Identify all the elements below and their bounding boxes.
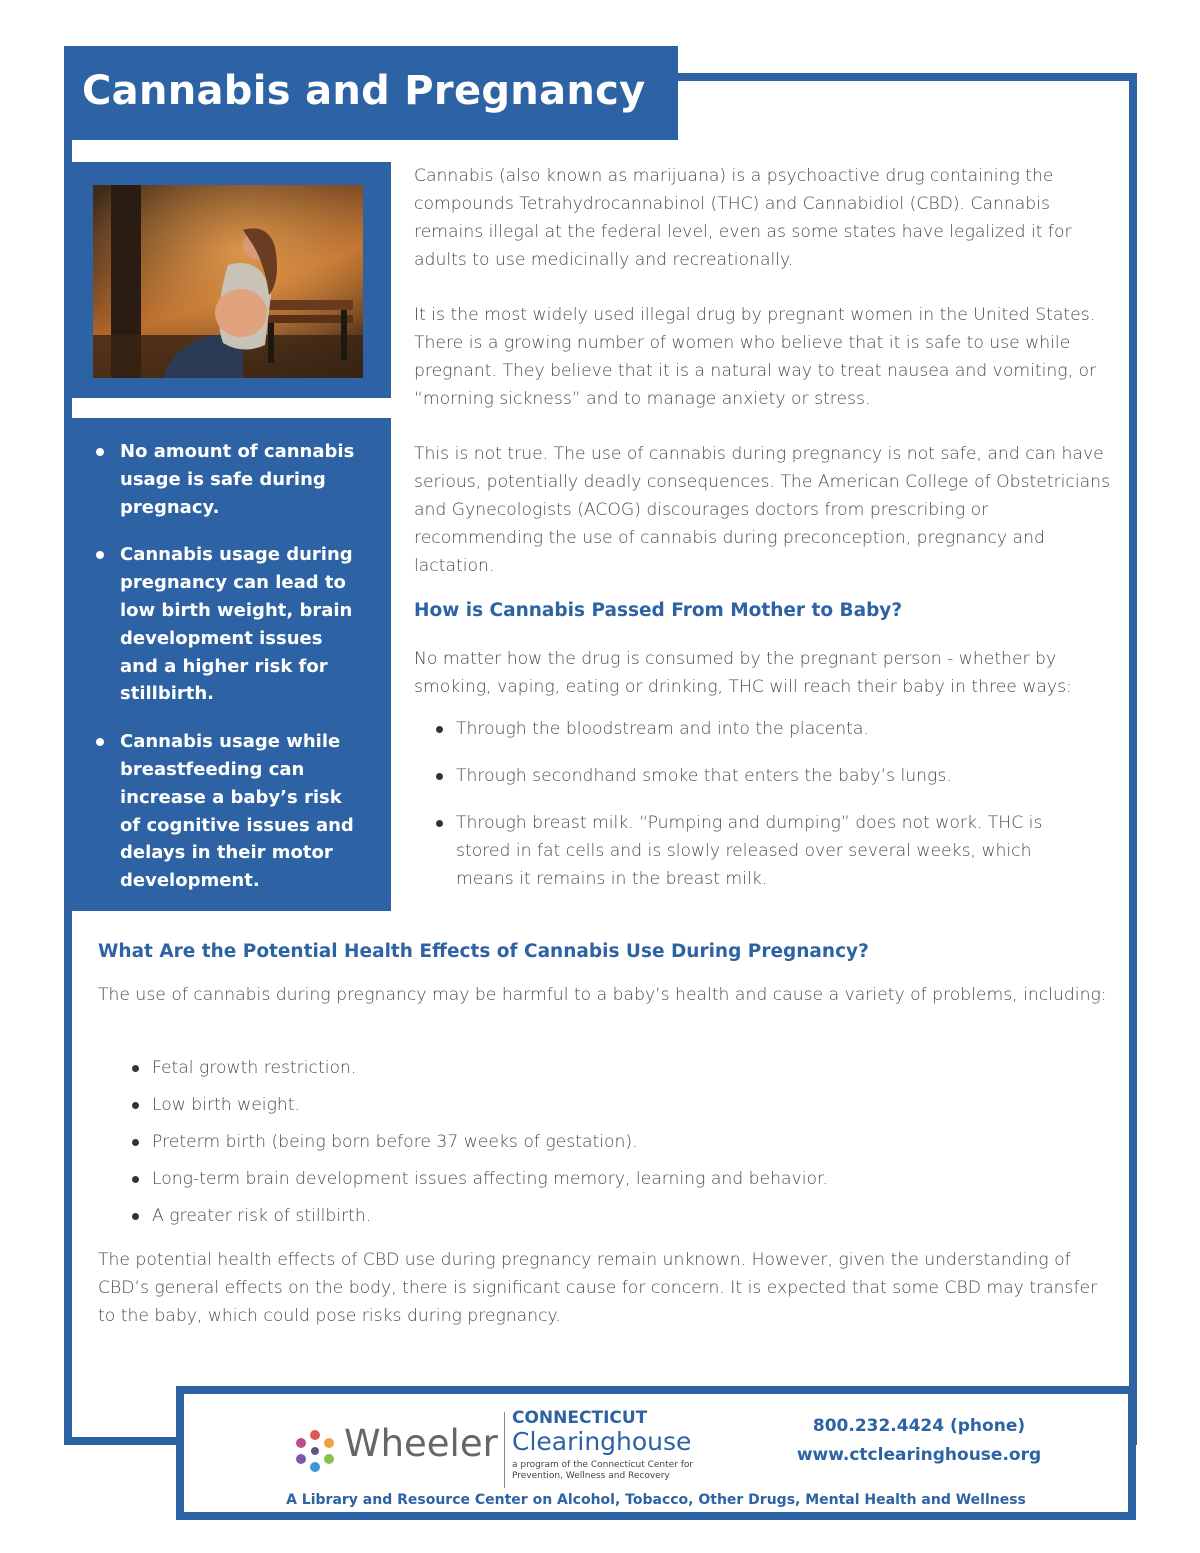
phone-number: 800.232.4424 (phone): [812, 1416, 1026, 1436]
footer: [176, 1386, 1136, 1520]
website-link[interactable]: www.ctclearinghouse.org: [796, 1445, 1042, 1465]
key-facts-panel: [64, 418, 391, 911]
page-title: Cannabis and Pregnancy: [82, 68, 646, 114]
contact-info: [794, 1412, 1044, 1470]
key-facts-list: [94, 438, 364, 915]
effects-paragraph: The use of cannabis during pregnancy may be harmful to a baby’s health and cause a variety of problems, including:: [98, 985, 1107, 1005]
effects-list: [130, 1054, 1030, 1239]
intro-paragraph: Cannabis (also known as marijuana) is a psychoactive drug containing the compounds Tetrahydrocannabinol (THC) and Cannabidiol (CBD). Cannabis remains illegal at the federal level, even as some states have legalized it for adults to use medicinally and recreationally.: [414, 166, 1072, 270]
list-item: Through breast milk. “Pumping and dumping” does not work. THC is stored in fat cells and is slowly released over several weeks, which means it remains in the breast milk.: [434, 809, 1084, 893]
key-fact: No amount of cannabis usage is safe during pregnacy.: [94, 438, 364, 521]
list-item: Low birth weight.: [130, 1091, 1030, 1119]
title-banner: [64, 46, 678, 140]
passing-paragraph: No matter how the drug is consumed by the pregnant person - whether by smoking, vaping, eating or drinking, THC will reach their baby in three ways:: [414, 649, 1072, 697]
intro-paragraph: It is the most widely used illegal drug by pregnant women in the United States. There is a growing number of women who believe that it is safe to use while pregnant. They believe that it is a natural way to treat nausea and vomiting, or “morning sickness” and to manage anxiety or stress.: [414, 305, 1097, 409]
cbd-paragraph: The potential health effects of CBD use during pregnancy remain unknown. However, given the understanding of CBD’s general effects on the body, there is significant cause for concern. It is expected that some CBD may transfer to the baby, which could pose risks during pregnancy.: [98, 1250, 1098, 1326]
clearinghouse-logo-line2: Clearinghouse: [512, 1427, 692, 1456]
effects-heading: What Are the Potential Health Effects of Cannabis Use During Pregnancy?: [98, 941, 869, 962]
key-fact: Cannabis usage while breastfeeding can increase a baby’s risk of cognitive issues and delays in their motor development.: [94, 728, 364, 895]
list-item: Fetal growth restriction.: [130, 1054, 1030, 1082]
list-item: Through secondhand smoke that enters the baby’s lungs.: [434, 762, 1084, 790]
list-item: Preterm birth (being born before 37 weeks of gestation).: [130, 1128, 1030, 1156]
key-fact: Cannabis usage during pregnancy can lead to low birth weight, brain development issues and a higher risk for stillbirth.: [94, 541, 364, 708]
intro-section: [414, 162, 1114, 607]
passing-heading: How is Cannabis Passed From Mother to Baby?: [414, 600, 903, 621]
footer-tagline: A Library and Resource Center on Alcohol, Tobacco, Other Drugs, Mental Health and Wellness: [286, 1492, 1026, 1508]
intro-paragraph: This is not true. The use of cannabis during pregnancy is not safe, and can have serious, potentially deadly consequences. The American College of Obstetricians and Gynecologists (ACOG) discourages doctors from prescribing or recommending the use of cannabis during preconception, pregnancy and lactation.: [414, 444, 1111, 576]
wheeler-logo-text: Wheeler: [344, 1422, 498, 1465]
wheeler-logo-icon: [289, 1425, 341, 1477]
list-item: Long-term brain development issues affecting memory, learning and behavior.: [130, 1165, 1030, 1193]
logo-divider: [504, 1412, 505, 1488]
clearinghouse-logo-subtitle: a program of the Connecticut Center for Prevention, Wellness and Recovery: [512, 1460, 694, 1481]
pregnant-woman-on-bench-photo: [93, 185, 363, 378]
clearinghouse-logo-line1: CONNECTICUT: [512, 1408, 648, 1428]
list-item: A greater risk of stillbirth.: [130, 1202, 1030, 1230]
passing-ways-list: [434, 715, 1084, 912]
list-item: Through the bloodstream and into the placenta.: [434, 715, 1084, 743]
